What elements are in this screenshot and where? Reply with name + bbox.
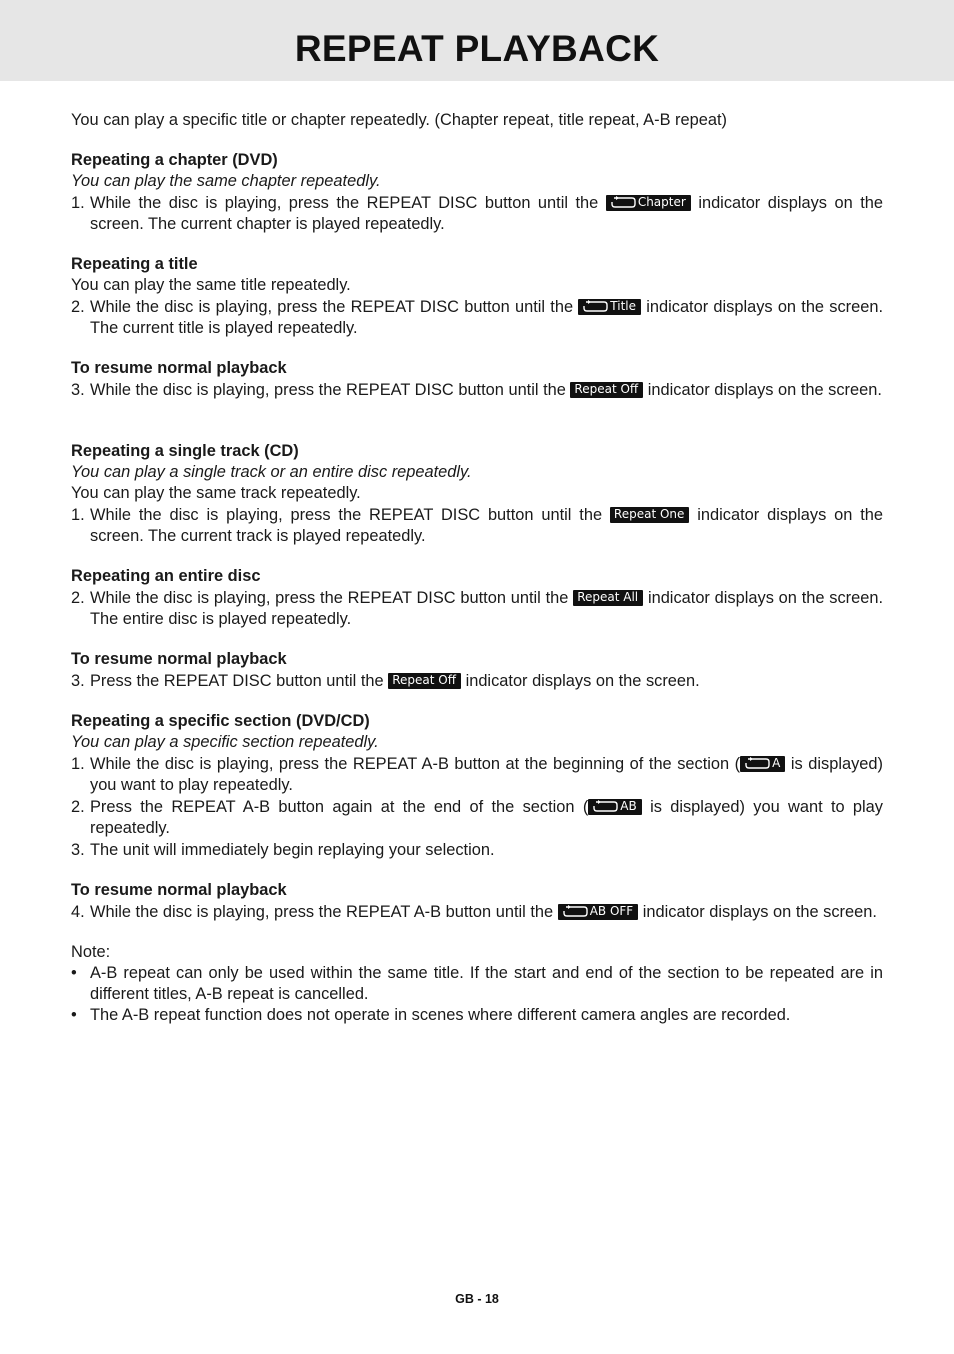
step-item — [71, 840, 883, 861]
repeat-chapter-indicator — [606, 195, 691, 211]
step-item — [71, 297, 883, 339]
section-heading: To resume normal playback — [71, 881, 287, 899]
step-item — [71, 505, 883, 547]
step-item — [71, 797, 883, 839]
note-item — [71, 1005, 883, 1026]
repeat-icon — [592, 800, 618, 812]
repeat-off-indicator — [570, 382, 643, 398]
step-text: While the disc is playing, press the REPEAT DISC button until the — [90, 589, 569, 607]
section-subtitle: You can play a specific section repeatedly. — [71, 733, 379, 751]
indicator-label: Repeat One — [613, 507, 685, 521]
section-repeat-title — [71, 254, 883, 339]
step-text: While the disc is playing, press the REPEAT DISC button until the — [90, 381, 566, 399]
indicator-label: Title — [610, 299, 637, 313]
step-text: Press the REPEAT DISC button until the — [90, 672, 384, 690]
repeat-icon — [582, 300, 608, 312]
section-heading: Repeating a title — [71, 255, 198, 273]
repeat-title-indicator — [578, 299, 641, 315]
step-number: 2. — [71, 798, 85, 816]
step-text: The unit will immediately begin replaying your selection. — [90, 841, 495, 859]
section-resume-dvd — [71, 358, 883, 401]
indicator-label: Repeat Off — [574, 382, 639, 396]
note-text: The A-B repeat function does not operate in scenes where different camera angles are recorded. — [90, 1006, 791, 1024]
repeat-ab-off-indicator — [558, 904, 639, 920]
step-text: While the disc is playing, press the REPEAT DISC button until the — [90, 194, 599, 212]
step-item — [71, 902, 883, 923]
intro-text: You can play a specific title or chapter repeatedly. (Chapter repeat, title repeat, A-B repeat) — [71, 111, 727, 129]
section-repeat-chapter — [71, 150, 883, 235]
page-header — [0, 0, 954, 81]
indicator-label: AB — [620, 799, 637, 813]
repeat-off-indicator — [388, 673, 461, 689]
step-item — [71, 380, 883, 401]
note-text: A-B repeat can only be used within the same title. If the start and end of the section to be repeated are in different titles, A-B repeat is cancelled. — [90, 964, 883, 1003]
step-item — [71, 671, 883, 692]
step-text: indicator displays on the screen. — [642, 903, 877, 921]
repeat-one-indicator — [610, 507, 690, 523]
step-text: While the disc is playing, press the REPEAT A-B button until the — [90, 903, 554, 921]
section-subtitle: You can play a single track or an entire disc repeatedly. — [71, 463, 472, 481]
step-text: Press the REPEAT A-B button again at the end of the section ( — [90, 798, 589, 816]
section-heading: To resume normal playback — [71, 359, 287, 377]
note-item — [71, 963, 883, 1005]
step-text: indicator displays on the screen. The current track is played repeatedly. — [90, 506, 884, 545]
section-subtitle: You can play the same chapter repeatedly. — [71, 172, 381, 190]
section-resume-cd — [71, 649, 883, 692]
step-text: indicator displays on the screen. — [465, 672, 700, 690]
step-item — [71, 754, 883, 796]
step-item — [71, 588, 883, 630]
bullet-marker: • — [71, 964, 77, 982]
step-text: is displayed) you want to play repeatedly. — [90, 755, 883, 794]
step-number: 1. — [71, 194, 85, 212]
step-text: indicator displays on the screen. The current title is played repeatedly. — [90, 298, 884, 337]
page-number: GB - 18 — [455, 1292, 499, 1306]
indicator-label: Repeat Off — [392, 673, 456, 687]
section-heading: Repeating a single track (CD) — [71, 442, 299, 460]
step-number: 2. — [71, 298, 85, 316]
indicator-label: AB OFF — [589, 904, 634, 918]
step-number: 1. — [71, 506, 85, 524]
section-repeat-disc — [71, 566, 883, 630]
repeat-ab-indicator — [588, 799, 641, 815]
step-number: 3. — [71, 841, 85, 859]
step-text: indicator displays on the screen. The current chapter is played repeatedly. — [90, 194, 884, 233]
section-text: You can play the same track repeatedly. — [71, 484, 361, 502]
step-number: 3. — [71, 672, 85, 690]
step-text: is displayed) you want to play repeatedly. — [90, 798, 883, 837]
section-resume-ab — [71, 880, 883, 923]
note-section — [71, 942, 883, 1026]
section-repeat-track — [71, 441, 883, 547]
step-number: 1. — [71, 755, 85, 773]
repeat-all-indicator — [573, 590, 643, 606]
step-text: While the disc is playing, press the REPEAT A-B button at the beginning of the section ( — [90, 755, 741, 773]
step-text: indicator displays on the screen. The entire disc is played repeatedly. — [90, 589, 884, 628]
page-content — [71, 110, 883, 1026]
section-repeat-ab — [71, 711, 883, 861]
note-title: Note: — [71, 943, 111, 961]
page-title: REPEAT PLAYBACK — [294, 28, 660, 69]
section-subtitle: You can play the same title repeatedly. — [71, 276, 351, 294]
repeat-icon — [562, 905, 588, 917]
step-item — [71, 193, 883, 235]
indicator-label: Repeat All — [577, 590, 639, 604]
indicator-label: Chapter — [637, 195, 686, 209]
section-heading: To resume normal playback — [71, 650, 287, 668]
indicator-label: A — [772, 756, 781, 770]
repeat-icon — [744, 757, 770, 769]
step-number: 3. — [71, 381, 85, 399]
bullet-marker: • — [71, 1006, 77, 1024]
step-number: 2. — [71, 589, 85, 607]
section-heading: Repeating an entire disc — [71, 567, 261, 585]
repeat-a-indicator — [740, 756, 785, 772]
step-text: indicator displays on the screen. — [647, 381, 882, 399]
section-heading: Repeating a specific section (DVD/CD) — [71, 712, 370, 730]
step-text: While the disc is playing, press the REPEAT DISC button until the — [90, 506, 603, 524]
repeat-icon — [610, 196, 636, 208]
section-heading: Repeating a chapter (DVD) — [71, 151, 278, 169]
step-number: 4. — [71, 903, 85, 921]
step-text: While the disc is playing, press the REPEAT DISC button until the — [90, 298, 574, 316]
